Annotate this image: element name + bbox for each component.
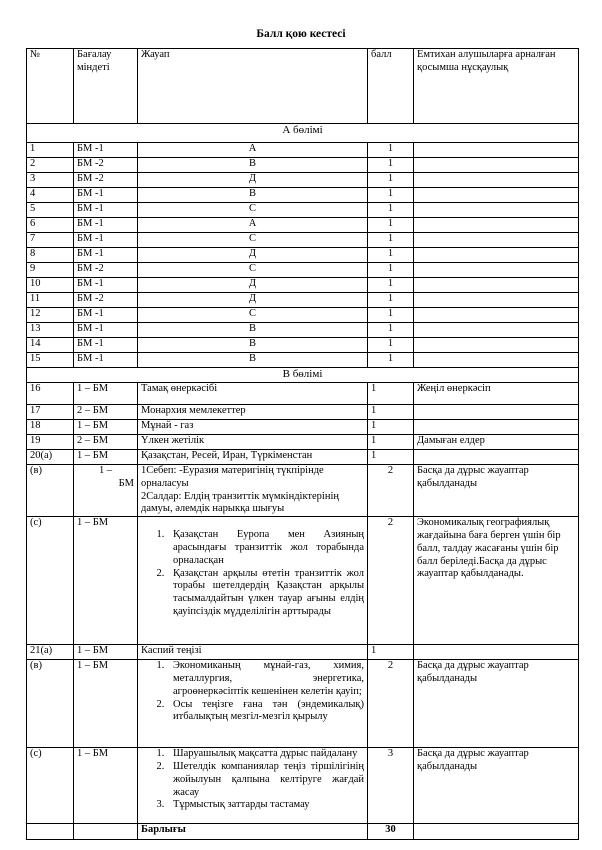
- row-extra: [414, 278, 579, 293]
- row-answer: С: [138, 203, 368, 218]
- row-points: 1: [368, 188, 414, 203]
- row-answer: В: [138, 338, 368, 353]
- row-answer: С: [138, 263, 368, 278]
- table-row-20c: [27, 517, 579, 645]
- row-num: 11: [27, 293, 74, 308]
- table-row: [27, 420, 579, 435]
- row-num: 7: [27, 233, 74, 248]
- row-task: 2 – БМ: [74, 435, 138, 450]
- answer-list: [141, 529, 364, 619]
- row-task: 1 – БМ: [74, 660, 138, 748]
- row-points: 1: [368, 173, 414, 188]
- row-num: 16: [27, 383, 74, 405]
- page-title: Балл қою кестесі: [256, 28, 346, 40]
- row-points: 1: [368, 248, 414, 263]
- row-points: 2: [368, 660, 414, 748]
- row-task: 1 – БМ: [74, 450, 138, 465]
- row-answer: Д: [138, 248, 368, 263]
- row-points: 1: [368, 278, 414, 293]
- row-task: БМ -2: [74, 173, 138, 188]
- row-extra: [414, 353, 579, 368]
- row-answer: Д: [138, 293, 368, 308]
- row-answer: В: [138, 323, 368, 338]
- row-extra: [414, 248, 579, 263]
- row-num: 21(a): [27, 645, 74, 660]
- row-task: БМ -1: [74, 233, 138, 248]
- table-row-21b: [27, 660, 579, 748]
- row-num: 19: [27, 435, 74, 450]
- row-num: 2: [27, 158, 74, 173]
- row-num: 18: [27, 420, 74, 435]
- row-answer: [138, 517, 368, 645]
- row-task: БМ -1: [74, 353, 138, 368]
- row-answer: С: [138, 308, 368, 323]
- table-row: [27, 383, 579, 405]
- row-num: (с): [27, 748, 74, 824]
- table-row: [27, 293, 579, 308]
- table-row: [27, 353, 579, 368]
- section-a-header: [27, 124, 579, 143]
- row-answer: С: [138, 233, 368, 248]
- row-points: 3: [368, 748, 414, 824]
- row-num: 20(a): [27, 450, 74, 465]
- row-extra: [414, 450, 579, 465]
- row-points: 1: [368, 158, 414, 173]
- row-points: 1: [368, 450, 414, 465]
- row-task: 1 – БМ: [74, 645, 138, 660]
- section-b-header: [27, 368, 579, 383]
- row-num: 12: [27, 308, 74, 323]
- row-answer: [138, 465, 368, 517]
- header-num: №: [27, 49, 74, 124]
- row-num: 6: [27, 218, 74, 233]
- row-points: 1: [368, 263, 414, 278]
- row-num: (в): [27, 465, 74, 517]
- row-num: 9: [27, 263, 74, 278]
- row-answer: Каспий теңізі: [138, 645, 368, 660]
- row-extra: [414, 293, 579, 308]
- table-row: [27, 173, 579, 188]
- row-points: 1: [368, 308, 414, 323]
- row-answer: А: [138, 218, 368, 233]
- row-extra: [414, 143, 579, 158]
- row-answer: Үлкен жетілік: [138, 435, 368, 450]
- row-num: (в): [27, 660, 74, 748]
- total-row: [27, 824, 579, 840]
- table-row: [27, 233, 579, 248]
- table-row: [27, 405, 579, 420]
- row-extra: [414, 218, 579, 233]
- answer-consequence: 2Салдар: Елдің транзиттік мүмкіндіктерінің дамуы, әлемдік нарыкқа шығуы: [141, 490, 340, 515]
- total-points: 30: [368, 824, 414, 840]
- row-task: 1 – БМ: [74, 383, 138, 405]
- total-empty-task: [74, 824, 138, 840]
- table-row-21a: [27, 645, 579, 660]
- row-extra: [414, 308, 579, 323]
- table-row: [27, 308, 579, 323]
- answer-list: [141, 660, 364, 724]
- answer-list: [141, 748, 364, 812]
- row-extra: Басқа да дұрыс жауаптар қабылданады: [414, 660, 579, 748]
- row-num: 13: [27, 323, 74, 338]
- table-row: [27, 263, 579, 278]
- answer-item: 1. Экономиканың мұнай-газ, химия, металлургия, энергетика, агроөнеркәсіптік кешенінен келетін қауіп;: [167, 660, 364, 698]
- row-points: 2: [368, 517, 414, 645]
- row-points: 1: [368, 233, 414, 248]
- table-row: [27, 278, 579, 293]
- row-task: [74, 465, 138, 517]
- answer-item: 1. Қазақстан Еуропа мен Азияның арасындағы транзиттік жол торабында орналасқан: [167, 529, 364, 567]
- row-points: 1: [368, 353, 414, 368]
- table-row: [27, 143, 579, 158]
- row-answer: Монархия мемлекеттер: [138, 405, 368, 420]
- row-extra: [414, 173, 579, 188]
- header-task: Бағалау міндеті: [74, 49, 138, 124]
- row-task: БМ -1: [74, 143, 138, 158]
- row-num: 3: [27, 173, 74, 188]
- row-task: БМ -1: [74, 338, 138, 353]
- row-answer: Тамақ өнеркәсібі: [138, 383, 368, 405]
- table-row: [27, 158, 579, 173]
- row-task: БМ -2: [74, 293, 138, 308]
- row-task: 1 – БМ: [74, 517, 138, 645]
- row-extra: [414, 263, 579, 278]
- row-points: 1: [368, 143, 414, 158]
- row-extra: [414, 158, 579, 173]
- row-num: (с): [27, 517, 74, 645]
- header-extra: Емтихан алушыларға арналған қосымша нұсқаулық: [414, 49, 579, 124]
- header-answer: Жауап: [138, 49, 368, 124]
- table-row: [27, 248, 579, 263]
- row-num: 17: [27, 405, 74, 420]
- row-task: БМ -1: [74, 218, 138, 233]
- row-extra: Жеңіл өнеркәсіп: [414, 383, 579, 405]
- table-row: [27, 203, 579, 218]
- row-num: 10: [27, 278, 74, 293]
- row-answer: Д: [138, 173, 368, 188]
- row-points: 2: [368, 465, 414, 517]
- row-extra: Дамыған елдер: [414, 435, 579, 450]
- table-row: [27, 188, 579, 203]
- row-points: 1: [368, 338, 414, 353]
- row-answer: Қазақстан, Ресей, Иран, Түркіменстан: [138, 450, 368, 465]
- row-task: 1 – БМ: [74, 748, 138, 824]
- table-row-21c: [27, 748, 579, 824]
- row-extra: [414, 203, 579, 218]
- answer-item: 3. Тұрмыстық заттарды тастамау: [167, 799, 364, 812]
- row-answer: Мұнай - газ: [138, 420, 368, 435]
- row-extra: Экономикалық географиялық жағдайына баға берген үшін бір балл, талдау жасағаны үшін бір балл беріледі.Басқа да дұрыс жауаптар қабылданады.: [414, 517, 579, 645]
- row-points: 1: [368, 383, 414, 405]
- row-num: 5: [27, 203, 74, 218]
- row-points: 1: [368, 218, 414, 233]
- row-answer: В: [138, 353, 368, 368]
- row-num: 14: [27, 338, 74, 353]
- row-points: 1: [368, 435, 414, 450]
- answer-item: 2. Қазақстан арқылы өтетін транзиттік жол торабы шетелдердің Қазақстан арқылы тасымалдайтын үлкен тауар ағыны елдің қауіпсіздік мүдделілігін арттырады: [167, 568, 364, 619]
- answer-item: 2. Шетелдік компаниялар теңіз тіршілігінің жойылуын қалпына келтіруге жағдай жасау: [167, 761, 364, 799]
- row-answer: Д: [138, 278, 368, 293]
- row-answer: В: [138, 188, 368, 203]
- answer-reason: 1Себеп: -Еуразия материгінің түкпірінде орналасуы: [141, 465, 324, 489]
- row-answer: [138, 748, 368, 824]
- row-extra: [414, 420, 579, 435]
- row-points: 1: [368, 405, 414, 420]
- row-task: БМ -1: [74, 188, 138, 203]
- table-row: [27, 435, 579, 450]
- scoring-table: [26, 48, 579, 840]
- row-extra: [414, 323, 579, 338]
- row-task: 2 – БМ: [74, 405, 138, 420]
- answer-item: 2. Осы теңізге ғана тән (эндемикалық) итбалықтың мезгіл-мезгіл қырылу: [167, 699, 364, 725]
- row-answer: [138, 660, 368, 748]
- row-extra: [414, 188, 579, 203]
- total-label: Барлығы: [138, 824, 368, 840]
- table-row: [27, 323, 579, 338]
- table-row: [27, 338, 579, 353]
- row-extra: [414, 405, 579, 420]
- row-task: 1 – БМ: [74, 420, 138, 435]
- header-points: балл: [368, 49, 414, 124]
- row-num: 15: [27, 353, 74, 368]
- row-points: 1: [368, 203, 414, 218]
- row-task: БМ -1: [74, 248, 138, 263]
- row-task: БМ -2: [74, 263, 138, 278]
- row-num: 8: [27, 248, 74, 263]
- row-task: БМ -1: [74, 323, 138, 338]
- row-task-bottom: БМ: [118, 477, 134, 489]
- row-task: БМ -1: [74, 308, 138, 323]
- row-points: 1: [368, 645, 414, 660]
- row-extra: [414, 645, 579, 660]
- row-answer: В: [138, 158, 368, 173]
- row-num: 4: [27, 188, 74, 203]
- row-answer: А: [138, 143, 368, 158]
- row-extra: Басқа да дұрыс жауаптар қабылданады: [414, 465, 579, 517]
- row-extra: Басқа да дұрыс жауаптар қабылданады: [414, 748, 579, 824]
- row-num: 1: [27, 143, 74, 158]
- row-task: БМ -1: [74, 278, 138, 293]
- row-points: 1: [368, 323, 414, 338]
- row-task: БМ -1: [74, 203, 138, 218]
- total-empty-num: [27, 824, 74, 840]
- total-empty-extra: [414, 824, 579, 840]
- table-row: [27, 450, 579, 465]
- row-extra: [414, 338, 579, 353]
- table-row-20b: [27, 465, 579, 517]
- answer-item: 1. Шаруашылық мақсатта дұрыс пайдалану: [167, 748, 364, 761]
- section-a-title: А бөлімі: [27, 124, 579, 143]
- table-row: [27, 218, 579, 233]
- row-extra: [414, 233, 579, 248]
- row-task-top: 1 –: [98, 465, 113, 476]
- section-b-title: В бөлімі: [27, 368, 579, 383]
- row-points: 1: [368, 420, 414, 435]
- row-task: БМ -2: [74, 158, 138, 173]
- header-row: [27, 49, 579, 124]
- row-points: 1: [368, 293, 414, 308]
